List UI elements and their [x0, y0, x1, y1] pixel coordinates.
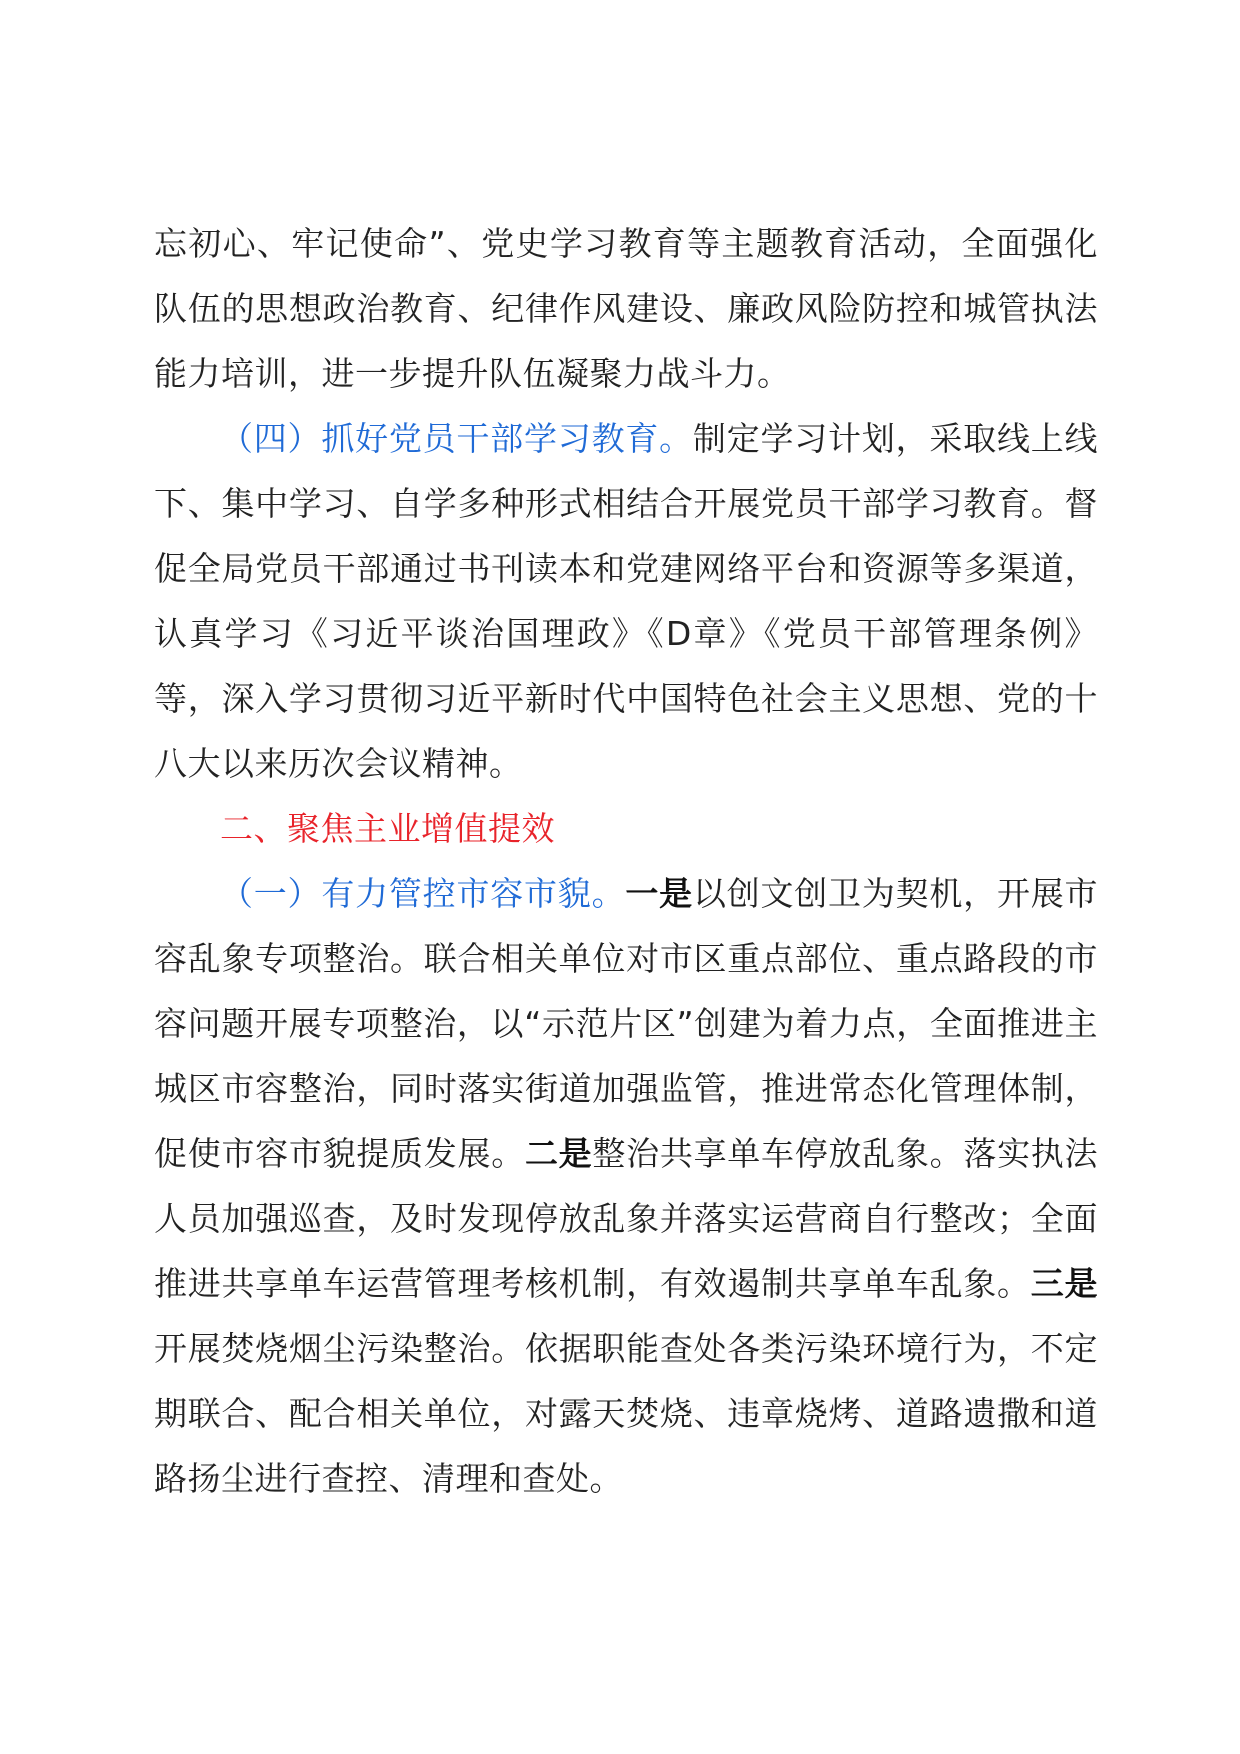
- paragraph-text: 开展焚烧烟尘污染整治。依据职能查处各类污染环境行为，不定期联合、配合相关单位，对露天焚烧、违章烧烤、道路遗撒和道路扬尘进行查控、清理和查处。: [154, 1329, 1098, 1498]
- bold-marker: 二是: [524, 1134, 593, 1173]
- subsection-heading: （一）有力管控市容市貌。: [220, 874, 626, 913]
- subsection-heading: （四）抓好党员干部学习教育。: [220, 419, 693, 458]
- paragraph-text: 以创文创卫为契机，开展市容乱象专项整治。联合相关单位对市区重点部位、重点路段的市容问题开展专项整治，以“示范片区”创建为着力点，全面推进主城区市容整治，同时落实街道加强监管，推进常态化管理体制，促使市容市貌提质发展。: [154, 874, 1099, 1173]
- paragraph-city-management: [154, 861, 1098, 1511]
- bold-marker: 一是: [625, 874, 693, 913]
- paragraph-continuation: [154, 211, 1098, 406]
- paragraph-text: 整治共享单车停放乱象。落实执法人员加强巡查，及时发现停放乱象并落实运营商自行整改；全面推进共享单车运营管理考核机制，有效遏制共享单车乱象。: [154, 1134, 1099, 1303]
- document-body: [154, 211, 1098, 1511]
- section-heading-row: [154, 796, 1098, 861]
- paragraph-study-education: [154, 406, 1098, 796]
- bold-marker: 三是: [1030, 1264, 1099, 1303]
- paragraph-text: 忘初心、牢记使命”、党史学习教育等主题教育活动，全面强化队伍的思想政治教育、纪律作风建设、廉政风险防控和城管执法能力培训，进一步提升队伍凝聚力战斗力。: [154, 224, 1098, 393]
- section-heading: 二、聚焦主业增值提效: [220, 809, 555, 848]
- paragraph-text: 制定学习计划，采取线上线下、集中学习、自学多种形式相结合开展党员干部学习教育。督促全局党员干部通过书刊读本和党建网络平台和资源等多渠道，认真学习《习近平谈治国理政》《D章》《党员干部管理条例》等，深入学习贯彻习近平新时代中国特色社会主义思想、党的十八大以来历次会议精神。: [154, 419, 1099, 783]
